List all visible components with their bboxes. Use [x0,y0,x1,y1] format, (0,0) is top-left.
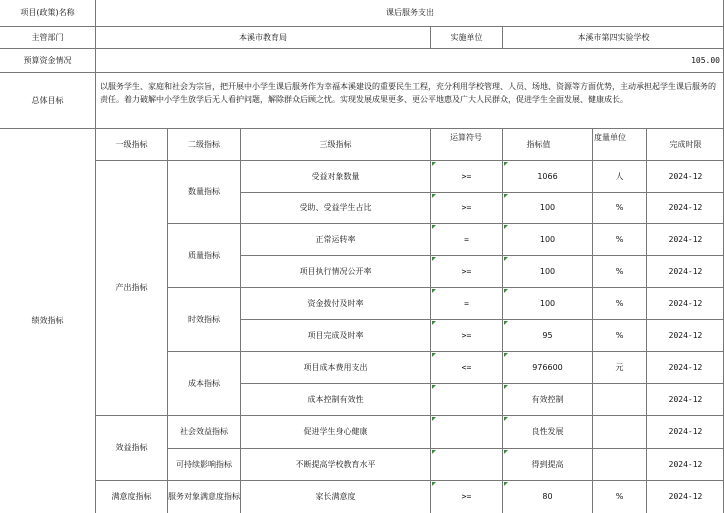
group-quality: 质量指标 [188,250,220,260]
cell-marker-icon [432,225,436,229]
grid-line [167,287,724,288]
grid-line [95,0,96,513]
unit-label: 实施单位 [450,32,483,42]
cell-marker-icon [432,417,436,421]
group-output: 产出指标 [115,283,148,293]
row-time-cell[interactable]: 2024-12 [668,171,703,181]
row-time-cell[interactable]: 2024-12 [668,427,703,437]
group-satisfaction: 满意度指标 [111,492,152,502]
cell-marker-icon [432,482,436,486]
group-sustain: 可持续影响指标 [176,459,232,469]
cell-marker-icon [432,162,436,166]
row-value-cell[interactable]: 976600 [532,362,563,372]
cell-marker-icon [432,194,436,198]
row-name-cell: 资金拨付及时率 [307,298,364,308]
cell-marker-icon [432,385,436,389]
grid-line [167,448,724,449]
grid-line [95,160,724,161]
row-name-cell: 促进学生身心健康 [303,427,368,437]
cell-marker-icon [432,289,436,293]
row-time-cell[interactable]: 2024-12 [668,394,703,404]
grid-line [0,26,724,27]
dept-value[interactable]: 本溪市教育局 [239,32,287,42]
row-name-cell: 正常运转率 [315,234,356,244]
col-level3: 三级指标 [319,139,352,149]
row-unit-cell[interactable] [593,384,646,415]
grid-line [430,26,431,48]
grid-line [95,480,724,481]
grid-line [167,223,724,224]
group-social: 社会效益指标 [180,427,228,437]
row-value-cell[interactable]: 1066 [537,171,558,181]
row-name-cell: 成本控制有效性 [307,394,364,404]
row-unit-cell[interactable] [593,416,646,448]
row-op-cell[interactable]: >= [461,330,472,340]
row-unit-cell[interactable]: % [615,330,624,340]
budget-value[interactable]: 105.00 [691,55,720,65]
row-time-cell[interactable]: 2024-12 [668,362,703,372]
row-op-cell[interactable]: >= [461,492,472,502]
cell-marker-icon [504,194,508,198]
col-op: 运算符号 [450,133,482,142]
row-unit-cell[interactable]: % [615,203,624,213]
group-serviced: 服务对象满意度指标 [168,492,240,502]
row-time-cell[interactable]: 2024-12 [668,203,703,213]
budget-label: 预算资金情况 [23,55,72,65]
row-value-cell[interactable]: 有效控制 [531,394,564,404]
row-unit-cell[interactable] [593,449,646,480]
unit-value[interactable]: 本溪市第四实验学校 [577,32,650,42]
grid-line [646,128,647,513]
row-time-cell[interactable]: 2024-12 [668,459,703,469]
grid-line [167,128,168,513]
grid-line [0,128,724,129]
project-name-value[interactable]: 课后服务支出 [386,8,434,18]
grid-line [95,415,724,416]
row-unit-cell[interactable]: % [615,234,624,244]
row-op-cell[interactable]: >= [461,266,472,276]
col-level2: 二级指标 [188,139,220,149]
col-level1: 一级指标 [115,139,148,149]
grid-line [430,128,431,513]
cell-marker-icon [504,417,508,421]
row-op-cell[interactable] [431,384,502,415]
row-value-cell[interactable]: 100 [539,203,556,213]
row-value-cell[interactable]: 得到提高 [531,459,564,469]
row-value-cell[interactable]: 95 [542,330,553,340]
group-quantity: 数量指标 [188,187,220,197]
col-value: 指标值 [526,139,551,149]
row-op-cell[interactable]: <= [461,362,472,372]
cell-marker-icon [504,385,508,389]
row-value-cell[interactable]: 良性发展 [531,427,564,437]
col-time: 完成时限 [669,139,702,149]
grid-line [502,26,503,48]
row-unit-cell[interactable]: % [615,492,624,502]
row-op-cell[interactable]: = [464,234,469,244]
row-op-cell[interactable]: >= [461,171,472,181]
row-value-cell[interactable]: 100 [539,298,556,308]
row-time-cell[interactable]: 2024-12 [668,330,703,340]
row-name-cell: 项目执行情况公开率 [299,266,372,276]
cell-marker-icon [504,257,508,261]
row-op-cell[interactable]: >= [461,203,472,213]
row-op-cell[interactable] [431,416,502,448]
project-name-label: 项目(政策)名称 [20,8,75,18]
row-name-cell: 项目成本费用支出 [303,362,368,372]
grid-line [240,255,724,256]
row-name-cell: 项目完成及时率 [307,330,364,340]
cell-marker-icon [432,353,436,357]
row-name-cell: 受助、受益学生占比 [299,203,372,213]
cell-marker-icon [504,321,508,325]
grid-line [240,383,724,384]
grid-line [592,128,593,513]
row-time-cell[interactable]: 2024-12 [668,266,703,276]
row-value-cell[interactable]: 100 [539,266,556,276]
cell-marker-icon [504,289,508,293]
row-unit-cell[interactable]: % [615,298,624,308]
goal-value[interactable]: 以服务学生、家庭和社会为宗旨，把开展中小学生课后服务作为幸福本溪建设的重要民生工程，充分利用学校管理、人员、场地、资源等方面优势，主动承担起学生课后服务的责任。着力破解中小学生放学后无人看护问题，解除群众后顾之忧。实现发展成果更多、更公平地惠及广大人民群众，促进学生全面发展、健康成长。 [100,82,716,104]
cell-marker-icon [432,257,436,261]
grid-line [240,192,724,193]
dept-label: 主管部门 [31,32,64,42]
row-time-cell[interactable]: 2024-12 [668,298,703,308]
row-name-cell: 受益对象数量 [311,171,360,181]
row-value-cell[interactable]: 80 [542,492,553,502]
grid-line [167,351,724,352]
row-time-cell[interactable]: 2024-12 [668,234,703,244]
cell-marker-icon [504,353,508,357]
row-name-cell: 家长满意度 [315,492,356,502]
cell-marker-icon [504,482,508,486]
row-op-cell[interactable] [431,449,502,480]
cell-marker-icon [504,450,508,454]
goal-label: 总体目标 [31,95,64,105]
row-name-cell: 不断提高学校教育水平 [295,459,376,469]
grid-line [240,319,724,320]
group-effect: 效益指标 [115,443,148,453]
grid-line [240,128,241,513]
cell-marker-icon [504,162,508,166]
group-cost: 成本指标 [188,378,220,388]
grid-line [0,48,724,49]
row-time-cell[interactable]: 2024-12 [668,492,703,502]
row-op-cell[interactable]: = [464,298,469,308]
grid-line [502,128,503,513]
cell-marker-icon [432,321,436,325]
grid-line [0,72,724,73]
row-unit-cell[interactable]: 人 [615,171,624,181]
perf-label: 绩效指标 [31,316,64,326]
row-unit-cell[interactable]: 元 [615,362,624,372]
group-timeliness: 时效指标 [188,314,220,324]
row-unit-cell[interactable]: % [615,266,624,276]
cell-marker-icon [432,450,436,454]
col-unit: 度量单位 [594,133,626,142]
cell-marker-icon [504,225,508,229]
row-value-cell[interactable]: 100 [539,234,556,244]
